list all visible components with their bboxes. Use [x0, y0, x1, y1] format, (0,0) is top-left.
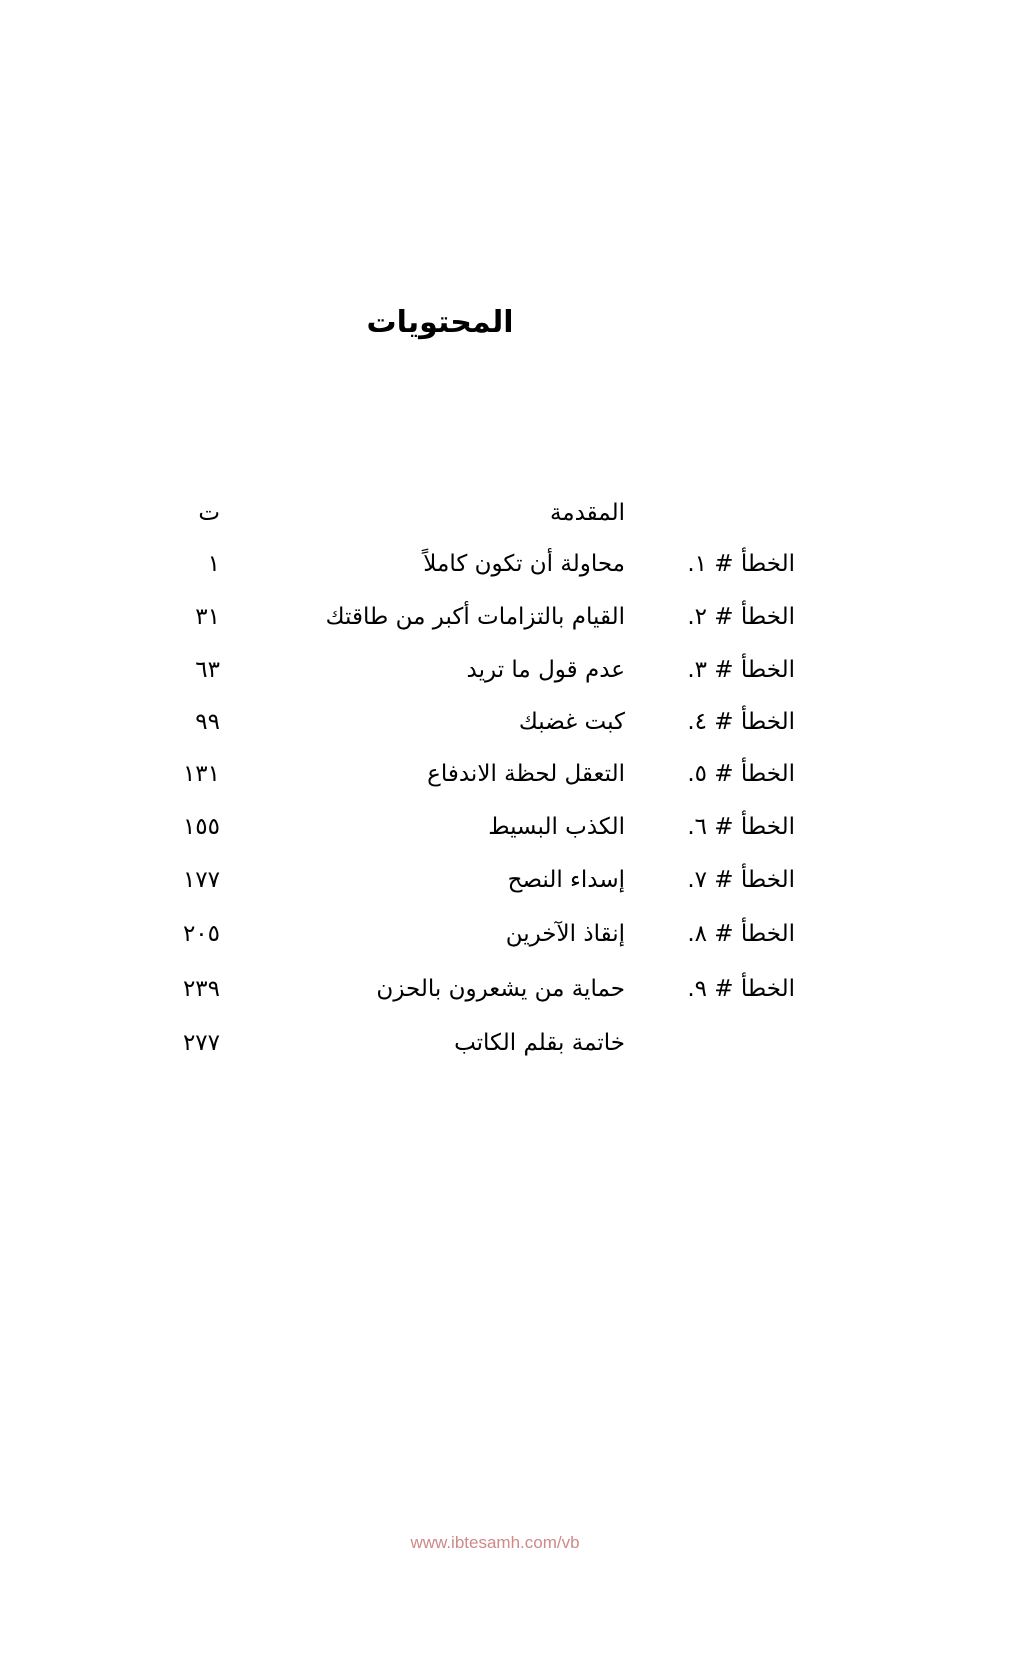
closing-title: خاتمة بقلم الكاتب: [454, 1030, 625, 1056]
entry-label: الخطأ # ٤.: [687, 709, 795, 735]
toc-entry: [0, 976, 1020, 1016]
entry-label: الخطأ # ٢.: [687, 604, 795, 630]
entry-page: ٩٩: [195, 709, 220, 735]
entry-label: الخطأ # ٧.: [687, 867, 795, 893]
entry-label: الخطأ # ٨.: [687, 921, 795, 947]
entry-title: الكذب البسيط: [488, 814, 625, 840]
toc-entry: [0, 867, 1020, 907]
entry-page: ١٣١: [182, 761, 220, 787]
toc-entry: [0, 709, 1020, 749]
entry-title: كبت غضبك: [518, 709, 625, 735]
entry-title: عدم قول ما تريد: [466, 657, 625, 683]
toc-closing-row: [0, 1030, 1020, 1070]
entry-title: القيام بالتزامات أكبر من طاقتك: [325, 604, 625, 630]
entry-title: محاولة أن تكون كاملاً: [423, 551, 625, 577]
entry-title: إسداء النصح: [507, 867, 625, 893]
entry-page: ٣١: [195, 604, 220, 630]
toc-entry: [0, 921, 1020, 961]
toc-entry: [0, 551, 1020, 591]
entry-label: الخطأ # ٩.: [687, 976, 795, 1002]
toc-header-row: [0, 500, 1020, 540]
toc-entry: [0, 604, 1020, 644]
footer-url: www.ibtesamh.com/vb: [410, 1533, 580, 1552]
entry-page: ١٥٥: [182, 814, 220, 840]
entry-title: التعقل لحظة الاندفاع: [427, 761, 625, 787]
entry-label: الخطأ # ٦.: [687, 814, 795, 840]
entry-label: الخطأ # ٣.: [687, 657, 795, 683]
intro-page: ت: [198, 500, 220, 526]
entry-page: ٢٠٥: [182, 921, 220, 947]
toc-entry: [0, 657, 1020, 697]
intro-title: المقدمة: [549, 500, 625, 526]
entry-label: الخطأ # ٥.: [687, 761, 795, 787]
entry-page: ٦٣: [195, 657, 220, 683]
entry-page: ١: [207, 551, 220, 577]
entry-page: ٢٣٩: [182, 976, 220, 1002]
page-title: المحتويات: [366, 305, 514, 340]
entry-title: حماية من يشعرون بالحزن: [376, 976, 625, 1002]
entry-label: الخطأ # ١.: [687, 551, 795, 577]
toc-entry: [0, 761, 1020, 801]
entry-title: إنقاذ الآخرين: [505, 921, 625, 947]
closing-page: ٢٧٧: [182, 1030, 220, 1056]
toc-entry: [0, 814, 1020, 854]
entry-page: ١٧٧: [182, 867, 220, 893]
